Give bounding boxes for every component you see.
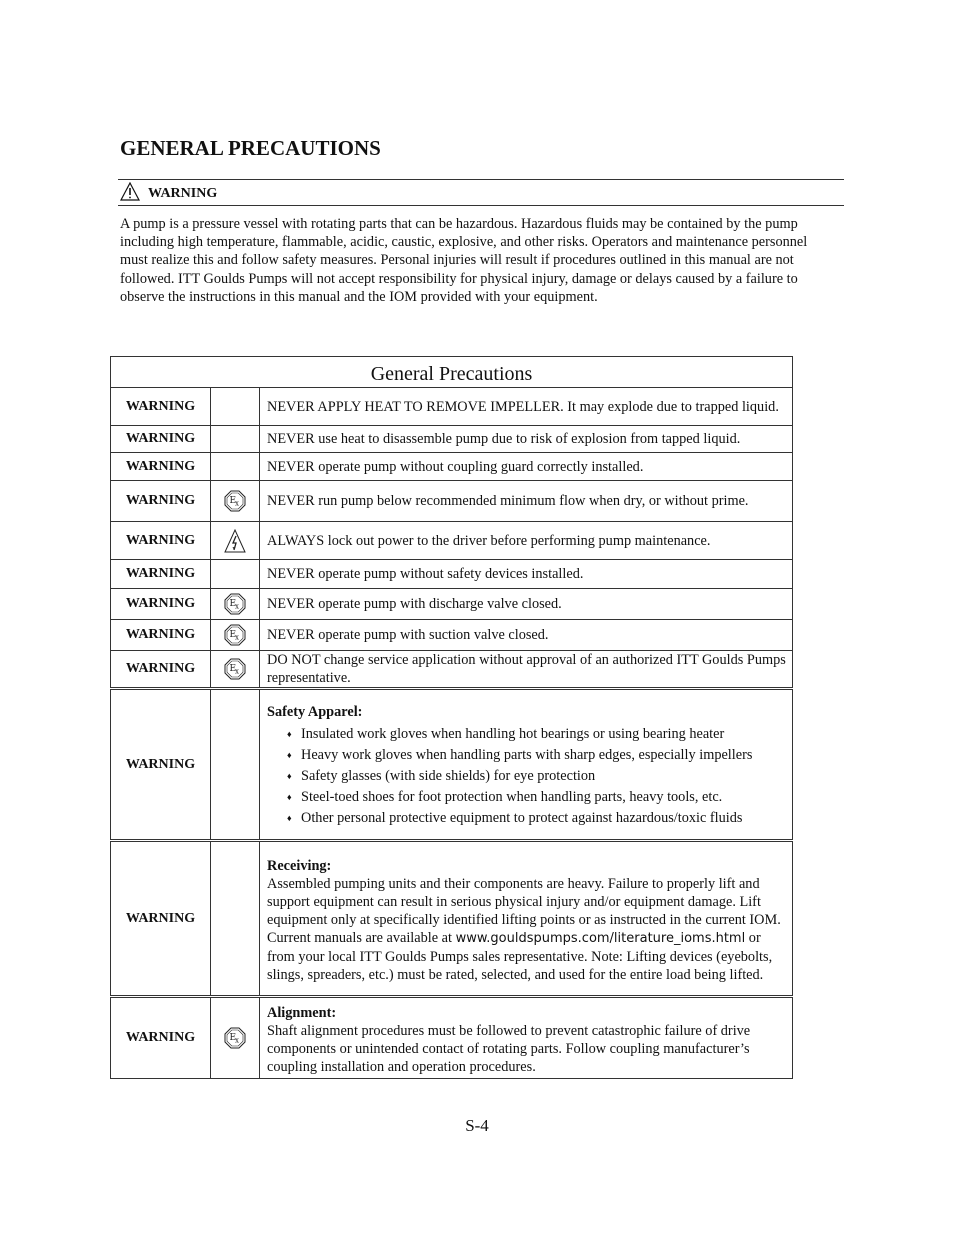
- row-text: NEVER run pump below recommended minimum flow when dry, or without prime.: [260, 481, 793, 522]
- list-item: ♦ Other personal protective equipment to protect against hazardous/toxic fluids: [301, 809, 786, 827]
- table-row: [111, 589, 793, 620]
- table-title: General Precautions: [110, 356, 793, 387]
- svg-text:x: x: [235, 602, 239, 611]
- electrical-hazard-icon: [224, 529, 246, 553]
- alignment-text: Shaft alignment procedures must be followed to prevent catastrophic failure of drive components or unintended contact of rotating parts. Follow coupling manufacturer’s coupling installation and operation procedures.: [267, 1023, 751, 1075]
- svg-text:x: x: [235, 667, 239, 676]
- ex-icon: [224, 593, 246, 615]
- receiving-text: Assembled pumping units and their components are heavy. Failure to properly lift and support equipment can result in serious physical injury and/or equipment damage. Lift equipment only at specifically identified lifting points or as instructed in the current IOM. Current manuals are available at www.gouldspumps.com/literature_ioms.html or from your local ITT Goulds Pumps sales representative. Note: Lifting devices (eyebolts, slings, spreaders, etc.) must be rated, selected, and used for the entire load being lifted.: [267, 876, 781, 983]
- row-icon-cell: [211, 620, 260, 651]
- svg-text:E: E: [229, 599, 237, 609]
- svg-text:x: x: [235, 499, 239, 508]
- row-label: WARNING: [111, 388, 211, 426]
- row-icon-cell: [211, 651, 260, 689]
- svg-text:E: E: [229, 630, 237, 640]
- row-label: WARNING: [111, 620, 211, 651]
- safety-apparel-title: Safety Apparel:: [267, 703, 363, 720]
- row-label: WARNING: [111, 522, 211, 560]
- literature-link[interactable]: www.gouldspumps.com/literature_ioms.html: [455, 931, 746, 946]
- row-text: NEVER operate pump without coupling guard correctly installed.: [260, 453, 793, 481]
- table-row: [111, 651, 793, 689]
- table-row: [111, 388, 793, 426]
- row-icon-cell: [211, 689, 260, 841]
- svg-text:E: E: [229, 664, 237, 674]
- receiving-row: [111, 841, 793, 997]
- warning-label: WARNING: [148, 186, 218, 201]
- row-label: WARNING: [111, 997, 211, 1079]
- row-text: NEVER operate pump with discharge valve closed.: [260, 589, 793, 620]
- row-label: WARNING: [111, 651, 211, 689]
- receiving-block: [260, 841, 793, 997]
- safety-apparel-block: [260, 689, 793, 841]
- ex-icon: [224, 624, 246, 646]
- list-item: ♦ Safety glasses (with side shields) for eye protection: [301, 767, 786, 785]
- receiving-title: Receiving:: [267, 858, 332, 874]
- svg-text:E: E: [229, 1033, 237, 1043]
- row-label: WARNING: [111, 689, 211, 841]
- row-text: NEVER use heat to disassemble pump due to risk of explosion from tapped liquid.: [260, 426, 793, 453]
- alignment-row: [111, 997, 793, 1079]
- safety-apparel-list: [267, 725, 786, 827]
- page-number: S-4: [465, 1116, 489, 1135]
- row-label: WARNING: [111, 426, 211, 453]
- ex-icon: [224, 1027, 246, 1049]
- table-row: [111, 620, 793, 651]
- row-icon-cell: [211, 841, 260, 997]
- warning-banner: [118, 179, 844, 206]
- row-label: WARNING: [111, 841, 211, 997]
- row-icon-cell: [211, 426, 260, 453]
- row-icon-cell: [211, 997, 260, 1079]
- row-label: WARNING: [111, 589, 211, 620]
- warning-triangle-icon: [120, 182, 140, 202]
- svg-text:E: E: [229, 496, 237, 506]
- alignment-title: Alignment:: [267, 1005, 337, 1021]
- row-label: WARNING: [111, 560, 211, 589]
- row-icon-cell: [211, 589, 260, 620]
- ex-icon: [224, 490, 246, 512]
- list-item: ♦ Steel-toed shoes for foot protection when handling parts, heavy tools, etc.: [301, 788, 786, 806]
- list-item: ♦ Insulated work gloves when handling hot bearings or using bearing heater: [301, 725, 786, 743]
- row-icon-cell: [211, 481, 260, 522]
- svg-text:x: x: [235, 633, 239, 642]
- row-text: NEVER operate pump with suction valve closed.: [260, 620, 793, 651]
- row-label: WARNING: [111, 481, 211, 522]
- row-text: NEVER operate pump without safety devices installed.: [260, 560, 793, 589]
- safety-apparel-row: [111, 689, 793, 841]
- page-title: GENERAL PRECAUTIONS: [120, 136, 381, 160]
- table-row: [111, 522, 793, 560]
- table-row: [111, 560, 793, 589]
- ex-icon: [224, 658, 246, 680]
- row-icon-cell: [211, 522, 260, 560]
- row-label: WARNING: [111, 453, 211, 481]
- row-text: NEVER APPLY HEAT TO REMOVE IMPELLER. It may explode due to trapped liquid.: [260, 388, 793, 426]
- table-row: [111, 453, 793, 481]
- row-icon-cell: [211, 453, 260, 481]
- alignment-block: [260, 997, 793, 1079]
- row-icon-cell: [211, 560, 260, 589]
- row-text: ALWAYS lock out power to the driver before performing pump maintenance.: [260, 522, 793, 560]
- table-row: [111, 426, 793, 453]
- intro-paragraph: A pump is a pressure vessel with rotating parts that can be hazardous. Hazardous fluids may be contained by the pump including high temperature, flammable, acidic, caustic, explosive, and other risks. Operators and maintenance personnel must realize this and follow safety measures. Personal injuries will result if procedures outlined in this manual are not followed. ITT Goulds Pumps will not accept responsibility for physical injury, damage or delays caused by a failure to observe the instructions in this manual and the IOM provided with your equipment.: [120, 216, 808, 305]
- row-icon-cell: [211, 388, 260, 426]
- table-row: [111, 481, 793, 522]
- svg-text:x: x: [235, 1036, 239, 1045]
- list-item: ♦ Heavy work gloves when handling parts with sharp edges, especially impellers: [301, 746, 786, 764]
- precautions-table: [110, 356, 793, 1079]
- row-text: DO NOT change service application without approval of an authorized ITT Goulds Pumps representative.: [260, 651, 793, 689]
